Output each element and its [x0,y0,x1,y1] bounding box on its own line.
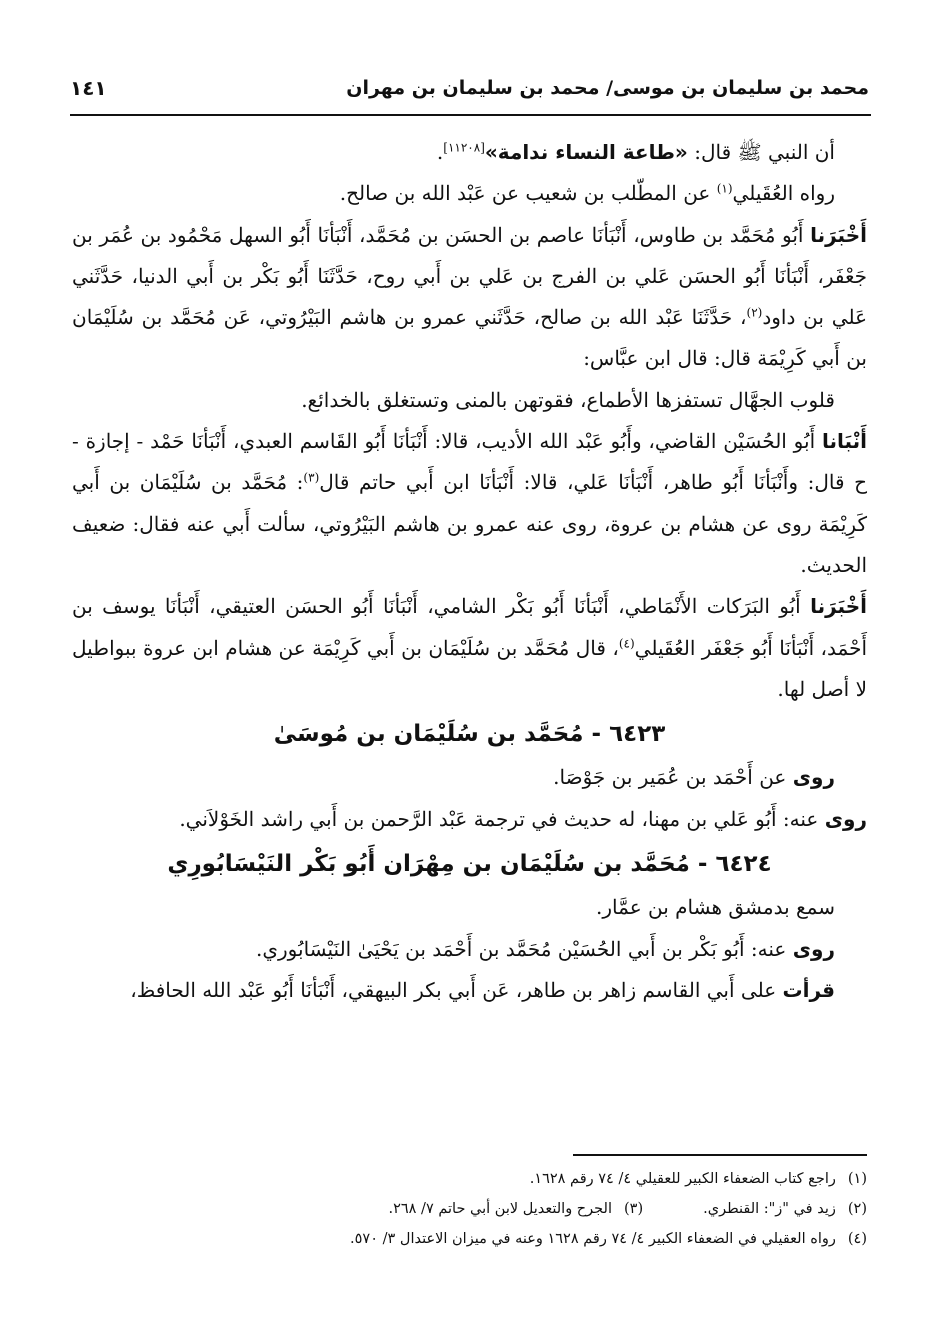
text-run: . [436,140,444,164]
footnote-number: (٢) [847,1201,867,1217]
footnote-text: رواه العقيلي في الضعفاء الكبير ٤/ ٧٤ رقم ١٦٢٨ وعنه في ميزان الاعتدال ٣/ ٥٧٠. [350,1231,836,1247]
footnote-1 [530,1164,867,1194]
hadith-number: [١١٢٠٨] [443,140,485,155]
text-run: عن المطّلب بن شعيب عن عَبْد الله بن صالح. [339,181,717,206]
lead-word: أَخْبَرَنا [810,594,867,619]
footnotes [72,1164,867,1254]
paragraph-entry-6423-1 [72,757,867,798]
lead-word: روى [792,936,835,961]
paragraph-narration [72,173,867,214]
lead-word: أَنْبَانا [821,429,867,454]
paragraph-entry-6424-1 [72,887,867,928]
footnote-number: (١) [847,1171,867,1187]
text-run: أَبُو الحُسَيْن القاضي، وأَبُو عَبْد الله الأديب، قالا: أَنْبَأنَا أَبُو القَاسم العبدي، أَنْبَأنَا حَمْد - إجازة - ح قال: وأَنْبَأنَا أَبُو طاهر، أَنْبَأنَا عَلي، قالا: أَنْبَأنَا ابن أَبي حاتم قال [72,429,867,495]
footnote-4 [350,1224,867,1254]
text-run: سمع بدمشق هشام بن عمَّار. [596,895,835,920]
footnote-row [72,1164,867,1194]
footnote-ref: (٢) [746,305,763,320]
text-run: أن النبي ﷺ قال: [687,140,835,164]
text-run: أَبُو البَرَكات الأَنْمَاطي، أَنْبَأنَا أَبُو بَكْر الشامي، أَنْبَأنَا أَبُو الحسَن العتيقي، أَنْبَأنَا يوسف بن أَحْمَد، أَنْبَأنَا أَبُو جَعْفَر العُقَيلي [72,594,867,660]
footnote-ref: (٣) [303,470,320,485]
paragraph-hadith [72,132,867,173]
footnote-row [72,1224,867,1254]
text-run: عنه: أَبُو بَكْر بن أَبي الحُسَيْن مُحَمَّد بن أَحْمَد بن يَحْيَىٰ النَيْسَابُوري. [256,936,793,961]
text-run: على أَبي القاسم زاهر بن طاهر، عَن أَبي بكر البيهقي، أَنْبَأنَا أَبُو عَبْد الله الحافظ، [130,977,783,1002]
text-run: رواه العُقَيلي [732,181,835,206]
page-header [70,68,869,108]
footnote-ref: (٤) [618,635,635,650]
page-number: ١٤١ [70,76,107,100]
footnote-2 [703,1194,867,1224]
paragraph-isnad-2 [72,421,867,586]
entry-heading-6424: ٦٤٢٤ - مُحَمَّد بن سُلَيْمَان بن مِهْرَان أَبُو بَكْر النَيْسَابُورِي [167,851,772,878]
lead-word: قرأت [782,977,835,1002]
paragraph-entry-6424-3 [72,970,867,1011]
footnote-text: الجرح والتعديل لابن أبي حاتم ٧/ ٢٦٨. [388,1201,612,1217]
lead-word: روى [792,765,835,790]
text-run: عنه: أَبُو عَلي بن مهنا، له حديث في ترجمة عَبْد الرَّحمن بن أَبي راشد الخَوْلاَني. [179,806,825,831]
text-run: ، قال مُحَمَّد بن سُلَيْمَان بن أَبي كَرِيْمَة عن هشام ابن عروة ببواطيل لا أصل لها. [72,635,867,701]
footnote-ref: (١) [716,181,733,196]
text-run: ، حَدَّثَنَا عَبْد الله بن صالح، حَدَّثَني عمرو بن هاشم البَيْرُوتي، عَن مُحَمَّد بن سُلَيْمَان بن أَبي كَرِيْمَة قال: قال ابن عبَّاس: [72,305,867,371]
paragraph-entry-6423-2 [72,799,867,840]
footnote-separator [573,1154,867,1156]
hadith-quote: «طاعة النساء ندامة» [484,140,688,164]
text-run: قلوب الجهَّال تستفزها الأطماع، فقوتهن بالمنى وتستغلق بالخدائع. [301,387,835,412]
footnote-row [72,1194,867,1224]
lead-word: روى [824,806,867,831]
text-run: : مُحَمَّد بن سُلَيْمَان بن أَبي كَرِيْمَة روى عن هشام بن عروة، روى عنه عمرو بن هاشم البَيْرُوتي، سألت أَبي عنه فقال: ضعيف الحديث. [72,470,867,577]
header-rule [70,114,871,116]
lead-word: أَخْبَرَنا [810,222,867,247]
paragraph-quote [72,380,867,421]
footnote-text: راجع كتاب الضعفاء الكبير للعقيلي ٤/ ٧٤ رقم ١٦٢٨. [529,1171,836,1187]
entry-heading-6423: ٦٤٢٣ - مُحَمَّد بن سُلَيْمَان بن مُوسَىٰ [273,721,666,748]
footnote-text: زيد في "ز": القنطري. [703,1201,836,1217]
page-body [72,132,867,1011]
footnote-3 [388,1194,643,1224]
text-run: أَبُو مُحَمَّد بن طاوس، أَنْبَأنَا عاصم بن الحسَن بن مُحَمَّد، أَنْبَأنَا أَبُو السهل مَحْمُود بن عُمَر بن جَعْفَر، أَنْبَأنَا أَبُو الحسَن عَلي بن الفرج بن عَلي بن أَبي روح، حَدَّثَنَا أَبُو بَكْر بن أَبي الدنيا، حَدَّثَني عَلي بن داود [72,222,867,330]
text-run: عن أَحْمَد بن عُمَير بن جَوْصَا. [553,765,793,790]
paragraph-entry-6424-2 [72,929,867,970]
paragraph-isnad-1 [72,215,867,380]
running-title: محمد بن سليمان بن موسى/ محمد بن سليمان بن مهران [346,77,869,99]
paragraph-isnad-3 [72,586,867,710]
footnote-number: (٣) [623,1201,644,1217]
footnote-number: (٤) [847,1231,867,1247]
